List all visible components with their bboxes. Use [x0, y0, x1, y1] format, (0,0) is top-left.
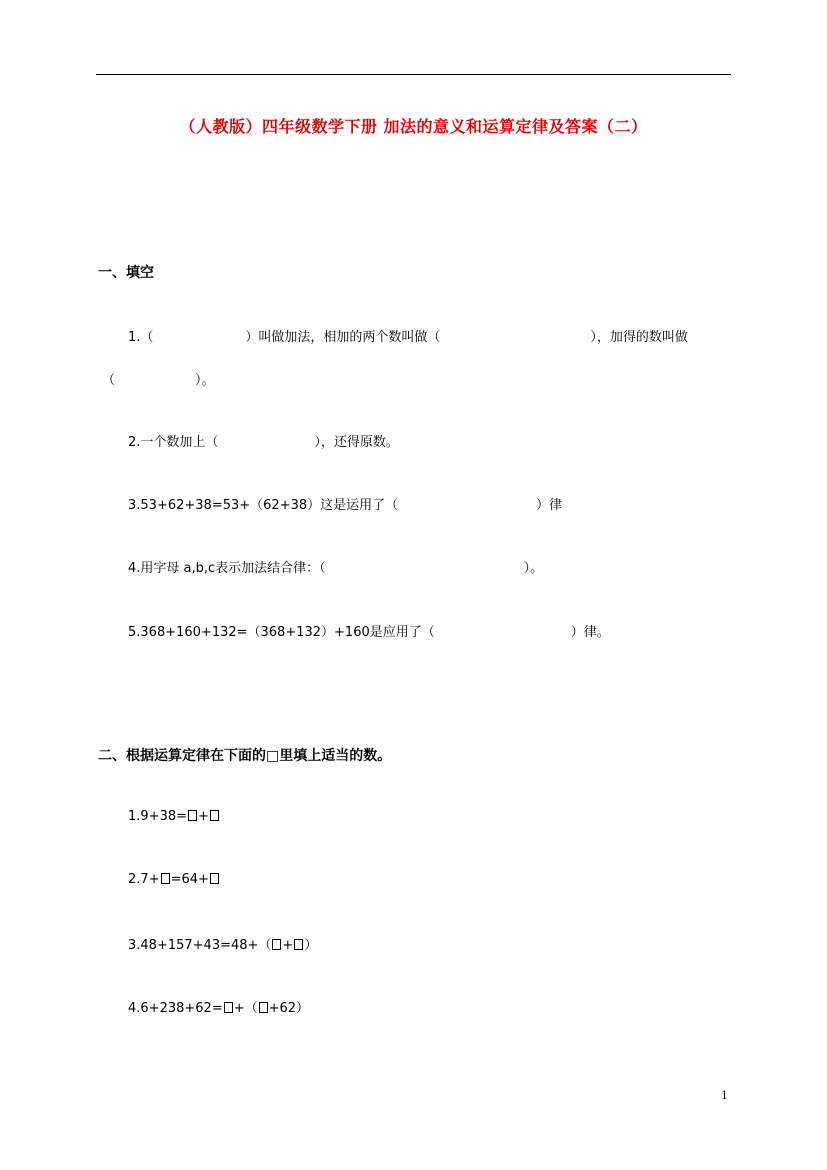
- question-1-5-part-b: ）律。: [570, 625, 610, 640]
- question-1-3-part-b: ）律: [536, 498, 563, 513]
- question-2-2-part-b: =64+: [170, 872, 209, 887]
- header-rule: [96, 74, 731, 75]
- question-2-4-part-b: +（: [233, 1001, 258, 1016]
- question-2-3-part-c: ）: [304, 938, 318, 953]
- question-2-3-part-a: 3.48+157+43=48+（: [128, 938, 272, 953]
- section-2-heading: 二、根据运算定律在下面的□里填上适当的数。: [98, 748, 392, 764]
- question-2-1: [128, 809, 220, 824]
- question-2-4: [128, 997, 309, 1016]
- question-2-4-part-a: 4.6+238+62=: [128, 1001, 223, 1016]
- page-number: 1: [721, 1089, 728, 1102]
- question-1-1: [128, 326, 688, 345]
- question-1-2: [128, 431, 399, 450]
- question-1-2-part-a: 2.一个数加上（: [128, 435, 219, 450]
- question-1-1-part-e: ）。: [195, 373, 215, 388]
- blank-box[interactable]: [210, 873, 219, 884]
- question-1-5: [128, 621, 610, 640]
- question-1-1-part-a: 1.（: [128, 330, 154, 345]
- question-1-1-part-b: ）叫做加法，相加的两个数叫做（: [245, 330, 441, 345]
- question-2-2: [128, 872, 220, 887]
- question-2-4-part-c: +62）: [268, 1001, 310, 1016]
- page-title: （人教版）四年级数学下册 加法的意义和运算定律及答案（二）: [179, 117, 648, 136]
- question-2-3-part-b: +: [282, 938, 294, 953]
- blank-box[interactable]: [224, 1002, 233, 1013]
- question-1-1-part-c: ），加得的数叫做: [590, 330, 688, 345]
- blank-box[interactable]: [272, 939, 281, 950]
- blank-box[interactable]: [161, 873, 170, 884]
- blank-box[interactable]: [294, 939, 303, 950]
- section-1-heading: 一、填空: [98, 265, 154, 281]
- question-1-4-part-a: 4.用字母 a,b,c表示加法结合律：（: [128, 561, 326, 576]
- question-2-3: [128, 934, 317, 953]
- question-1-2-part-b: ），还得原数。: [314, 435, 399, 450]
- question-2-1-part-b: +: [198, 809, 209, 824]
- blank-box[interactable]: [259, 1002, 268, 1013]
- question-1-4: [128, 557, 543, 576]
- question-2-1-part-a: 1.9+38=: [128, 809, 188, 824]
- question-1-3-part-a: 3.53+62+38=53+（62+38）这是运用了（: [128, 498, 399, 513]
- question-1-4-part-b: ）。: [523, 561, 544, 576]
- blank-box[interactable]: [188, 810, 197, 821]
- blank-box[interactable]: [210, 810, 219, 821]
- question-1-1-continued: [102, 369, 215, 388]
- question-1-5-part-a: 5.368+160+132=（368+132）+160是应用了（: [128, 625, 435, 640]
- question-1-3: [128, 494, 562, 513]
- question-2-2-part-a: 2.7+: [128, 872, 160, 887]
- question-1-1-part-d: （: [102, 373, 116, 388]
